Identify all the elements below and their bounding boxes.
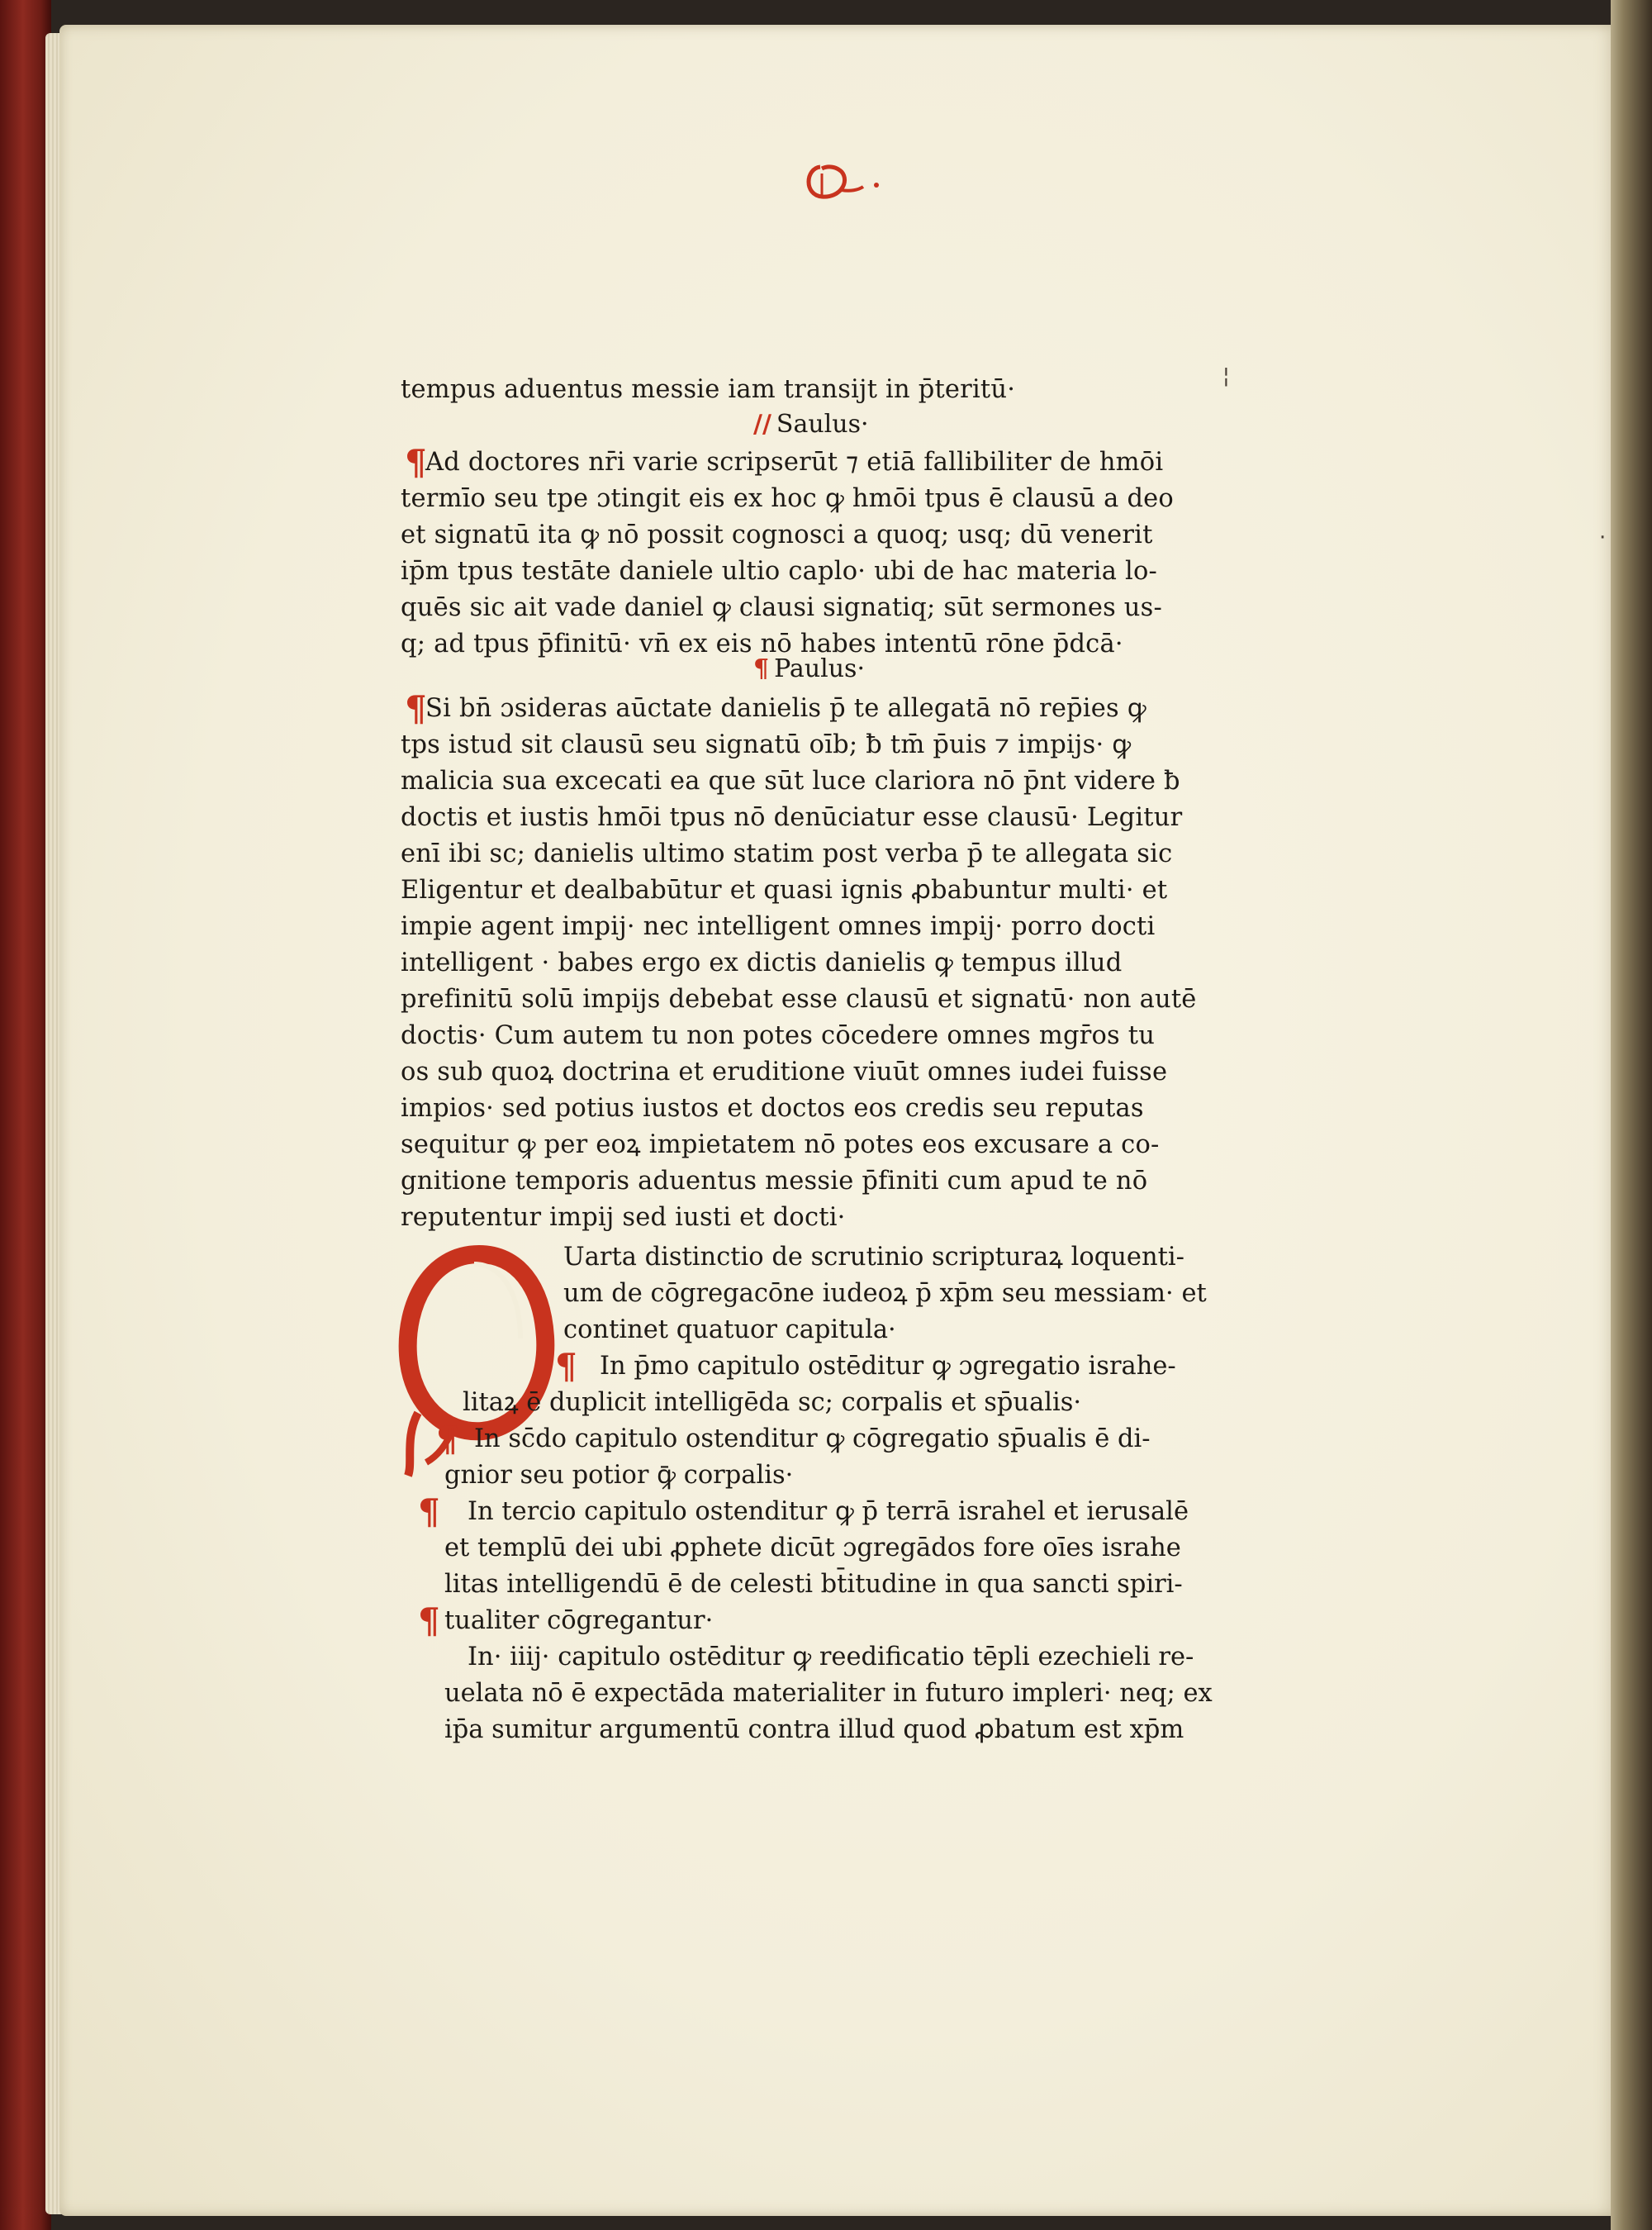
text-line: reputentur impij sed iusti et docti· xyxy=(401,1203,846,1232)
margin-mark: ¦ xyxy=(1222,364,1230,388)
opening-line xyxy=(401,372,1309,408)
paragraph-mark-icon: ¶ xyxy=(436,1419,458,1459)
text-line: impios· sed potius iustos et doctos eos credis seu reputas xyxy=(401,1094,1144,1123)
text-line: In p̄mo capitulo ostēditur ꝙ ɔgregatio israhe- xyxy=(600,1352,1176,1381)
section-chapters-cont xyxy=(444,1457,1312,1748)
heading-paulus xyxy=(753,653,865,686)
paragraph-mark-icon: ¶ xyxy=(405,688,427,729)
rubricated-folio-mark-icon xyxy=(797,157,888,207)
right-gutter xyxy=(1611,0,1652,2230)
text-line: um de cōgregacōne iudeoꝝ p̄ xp̄m seu messiam· et xyxy=(563,1279,1207,1308)
text-line: malicia sua excecati ea que sūt luce clariora nō p̄nt videre ƀ xyxy=(401,767,1180,796)
text-line: doctis et iustis hmōi tpus nō denūciatur esse clausū· Legitur xyxy=(401,803,1183,832)
text-line: uelata nō ē expectāda materialiter in futuro impleri· neq; ex xyxy=(444,1679,1213,1708)
text-line: Si bn̄ ɔsideras aūctate danielis p̄ te allegatā nō rep̄ies ꝙ xyxy=(425,694,1146,723)
text-line: enī ibi sc; danielis ultimo statim post verba p̄ te allegata sic xyxy=(401,839,1173,868)
text-line: et signatū ita ꝙ nō possit cognosci a quoq; usq; dū venerit xyxy=(401,521,1153,549)
text-line: intelligent · babes ergo ex dictis danielis ꝙ tempus illud xyxy=(401,949,1123,977)
section-chapters xyxy=(463,1385,1289,1457)
text-line: continet quatuor capitula· xyxy=(563,1315,896,1344)
paragraph-mark-icon: ¶ xyxy=(555,1346,577,1386)
heading-label: Saulus· xyxy=(776,410,869,439)
text-line: termīo seu tpe ɔtingit eis ex hoc ꝙ hmōi tpus ē clausū a deo xyxy=(401,484,1174,513)
text-line: litaꝝ ē duplicit intelligēda sc; corpalis et sp̄ualis· xyxy=(463,1388,1082,1417)
text-line: impie agent impij· nec intelligent omnes impij· porro docti xyxy=(401,912,1156,941)
margin-mark: · xyxy=(1599,525,1607,550)
text-line: ip̄a sumitur argumentū contra illud quod ꝓbatum est xp̄m xyxy=(444,1715,1184,1744)
paragraph-mark-icon: ¶ xyxy=(418,1600,440,1641)
text-line: litas intelligendū ē de celesti bt̄itudine in qua sancti spiri- xyxy=(444,1570,1183,1599)
saulus-paragraph xyxy=(401,442,1309,663)
text-line: ip̄m tpus testāte daniele ultio caplo· ubi de hac materia lo- xyxy=(401,557,1158,586)
heading-label: Paulus· xyxy=(774,654,865,683)
section-intro xyxy=(563,1239,1307,1385)
text-line: tualiter cōgregantur· xyxy=(444,1606,714,1635)
paragraph-mark-icon: // xyxy=(753,410,771,439)
paulus-paragraph xyxy=(401,688,1309,1236)
text-line: prefinitū solū impijs debebat esse clausū et signatū· non autē xyxy=(401,985,1197,1014)
text-line: Eligentur et dealbabūtur et quasi ignis ꝓbabuntur multi· et xyxy=(401,876,1168,905)
paragraph-mark-icon: ¶ xyxy=(753,654,770,683)
paragraph-mark-icon: ¶ xyxy=(405,442,427,483)
text-line: doctis· Cum autem tu non potes cōcedere omnes mgr̄os tu xyxy=(401,1021,1156,1050)
text-line: gnior seu potior ꝙ̄ corpalis· xyxy=(444,1461,794,1490)
text-line: In· iiij· capitulo ostēditur ꝙ reedificatio tēpli ezechieli re- xyxy=(468,1643,1194,1671)
text-line: et templū dei ubi ꝓphete dicūt ɔgregādos fore oīes israhe xyxy=(444,1533,1181,1562)
heading-saulus xyxy=(753,408,869,441)
text-line: In sc̄do capitulo ostenditur ꝙ cōgregatio sp̄ualis ē di- xyxy=(474,1424,1151,1453)
text-line: Uarta distinctio de scrutinio scripturaꝝ loquenti- xyxy=(563,1243,1184,1272)
text-line: tempus aduentus messie iam transijt in p̄teritū· xyxy=(401,375,1016,404)
text-line: quēs sic ait vade daniel ꝙ clausi signatiq; sūt sermones us- xyxy=(401,593,1163,622)
text-line: tps istud sit clausū seu signatū oīb; ƀ tm̄ p̄uis ⁊ impijs· ꝙ xyxy=(401,730,1132,759)
text-line: sequitur ꝙ per eoꝝ impietatem nō potes eos excusare a co- xyxy=(401,1130,1160,1159)
text-line: In tercio capitulo ostenditur ꝙ p̄ terrā israhel et ierusalē xyxy=(468,1497,1189,1526)
text-line: q; ad tpus p̄finitū· vn̄ ex eis nō habes intentū rōne p̄dcā· xyxy=(401,630,1123,659)
text-line: Ad doctores nr̄i varie scripserūt ⁊ etiā fallibiliter de hmōi xyxy=(425,448,1164,477)
red-leather-binding xyxy=(0,0,51,2230)
text-line: os sub quoꝝ doctrina et eruditione viuūt omnes iudei fuisse xyxy=(401,1058,1168,1086)
text-line: gnitione temporis aduentus messie p̄finiti cum apud te nō xyxy=(401,1167,1148,1196)
paragraph-mark-icon: ¶ xyxy=(418,1491,440,1532)
